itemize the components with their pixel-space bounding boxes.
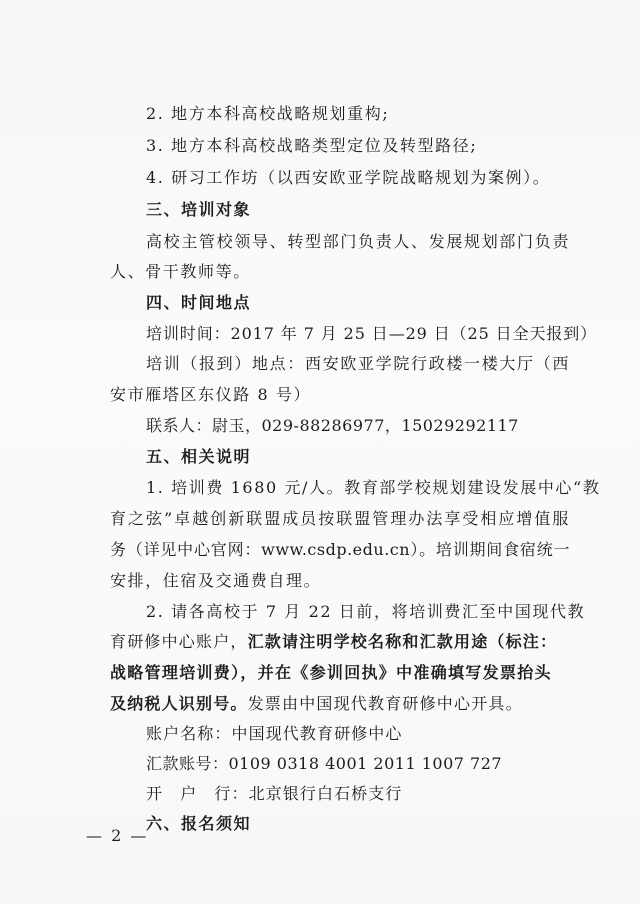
bank-name: 开 户 行：北京银行白石桥支行 [146,784,403,803]
training-place-line-2: 安市雁塔区东仪路 8 号） [110,385,312,404]
fee-line-3: 务（详见中心官网：www.csdp.edu.cn）。培训期间食宿统一 [110,540,570,559]
account-number: 汇款账号：0109 0318 4001 2011 1007 727 [146,754,503,773]
payment-line-2-normal: 育研修中心账户， [110,632,248,651]
sec3-line-1: 高校主管校领导、转型部门负责人、发展规划部门负责 [146,232,570,251]
payment-line-4-bold: 及纳税人识别号。 [110,694,248,713]
fee-line-1: 1. 培训费 1680 元/人。教育部学校规划建设发展中心“教 [146,478,601,497]
payment-line-1: 2. 请各高校于 7 月 22 日前，将培训费汇至中国现代教 [146,602,586,621]
account-name: 账户名称：中国现代教育研修中心 [146,724,403,743]
payment-line-2 [110,631,557,653]
payment-line-2-bold: 汇款请注明学校名称和汇款用途（标注： [247,632,558,651]
page-number: — 2 — [86,826,149,845]
fee-line-2: 育之弦”卓越创新联盟成员按联盟管理办法享受相应增值服 [110,509,570,528]
list-item-2: 2. 地方本科高校战略规划重构; [146,104,390,123]
payment-line-4-normal: 发票由中国现代教育研修中心开具。 [247,694,523,713]
payment-line-3-bold: 战略管理培训费），并在《参训回执》中准确填写发票抬头 [110,663,552,682]
list-item-3: 3. 地方本科高校战略类型定位及转型路径; [146,136,478,155]
training-place-line-1: 培训（报到）地点：西安欧亚学院行政楼一楼大厅（西 [146,354,570,373]
list-item-4: 4. 研习工作坊（以西安欧亚学院战略规划为案例）。 [146,168,551,187]
section-heading-3: 三、培训对象 [146,200,252,219]
section-heading-4: 四、时间地点 [146,293,252,312]
payment-line-4 [110,693,523,715]
section-heading-5: 五、相关说明 [146,447,252,466]
section-heading-6: 六、报名须知 [146,814,252,833]
fee-line-4: 安排，住宿及交通费自理。 [110,571,322,590]
contact-line: 联系人：尉玉，029-88286977，15029292117 [146,416,519,435]
training-time: 培训时间：2017 年 7 月 25 日—29 日（25 日全天报到） [146,324,598,343]
sec3-line-2: 人、骨干教师等。 [110,262,251,281]
